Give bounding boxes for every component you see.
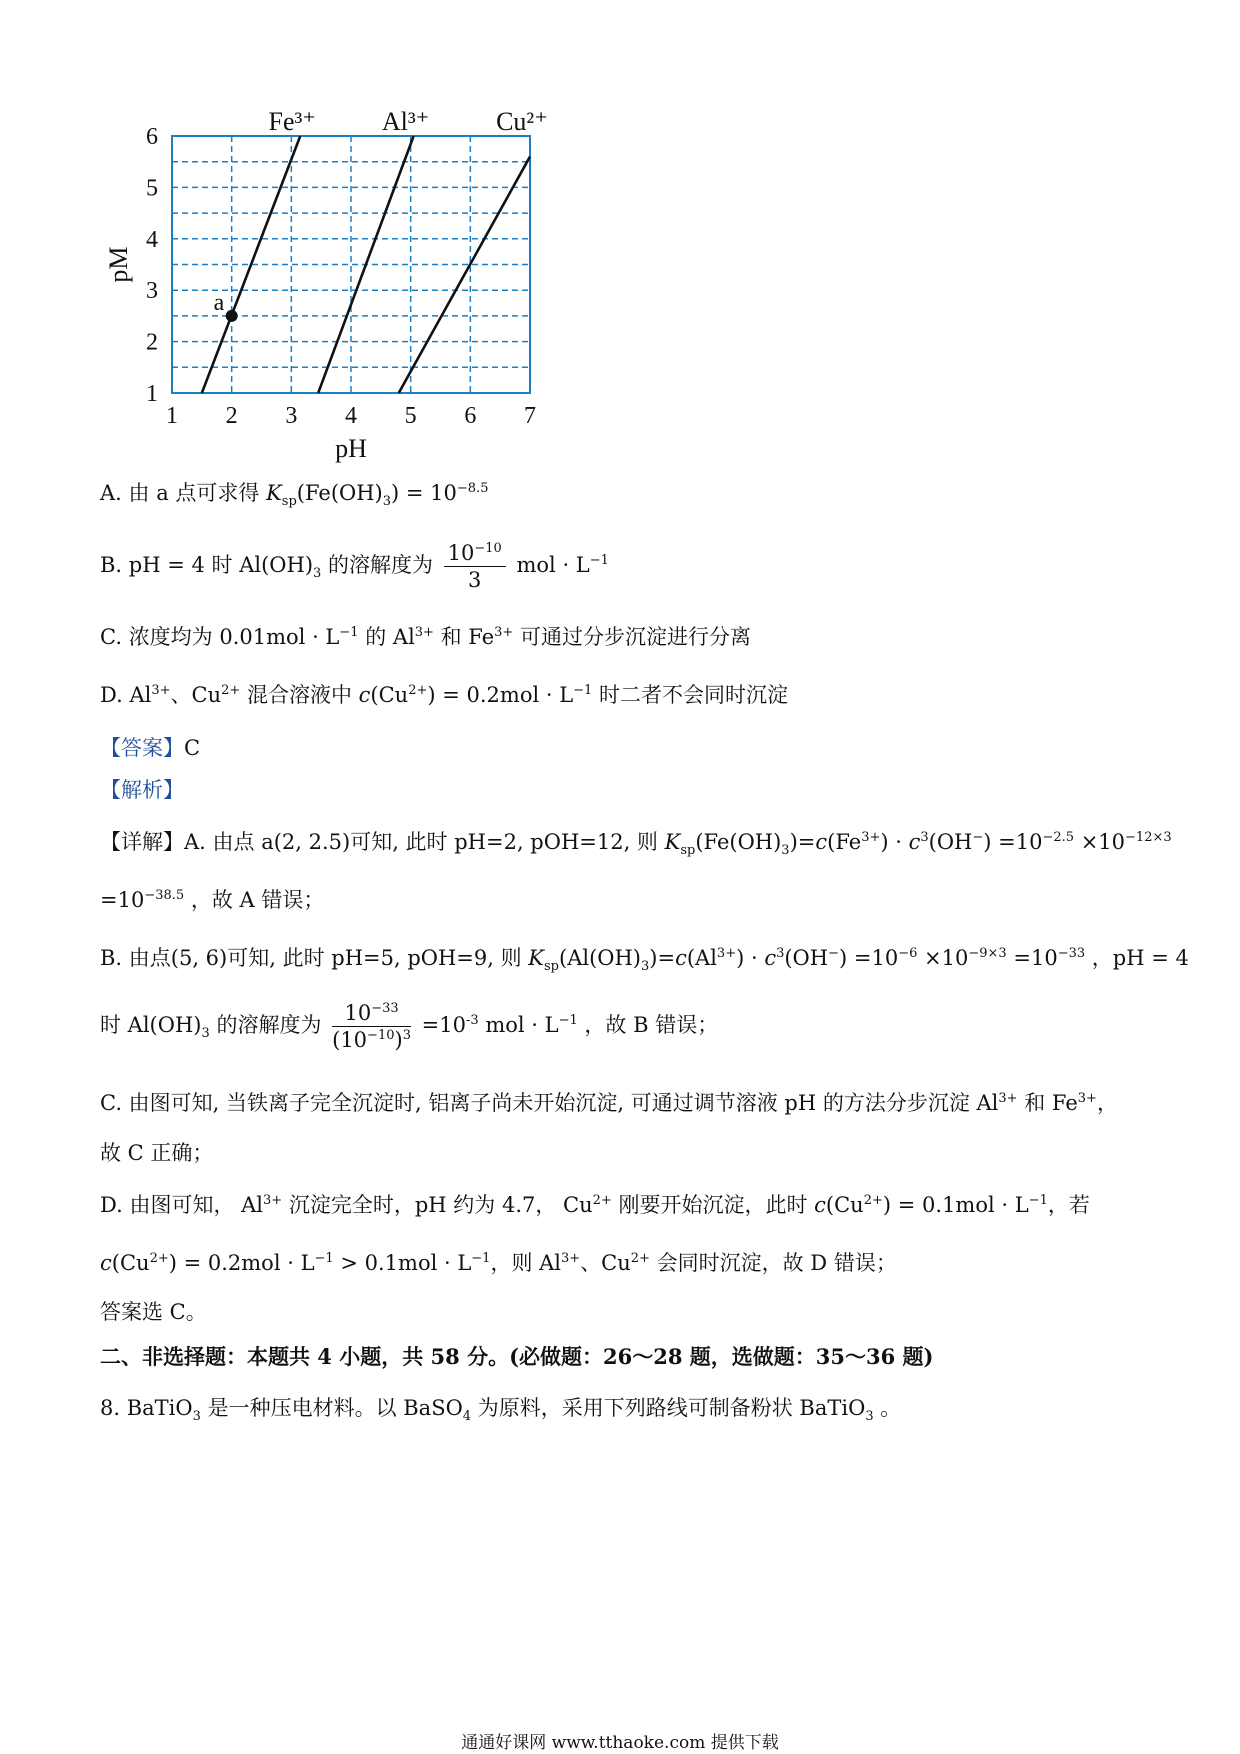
series-label-0: Fe³⁺ [268, 107, 317, 136]
option-d: D. $Al^{3+}$、$Cu^{2+}$ 混合溶液中 $c(Cu^{2+}) = 0.2mol \cdot L^{-1}$ 时二者不会同时沉淀 [100, 683, 789, 707]
x-tick-label: 2 [225, 403, 238, 429]
y-tick-label: 5 [146, 175, 158, 202]
series-line-2 [399, 157, 530, 393]
point-a [226, 310, 238, 322]
option-a: A. 由 a 点可求得 $K_{sp}(Fe(OH)_3) = 10^{-8.5}$ [100, 481, 489, 510]
detail-line-7: D. 由图可知， $Al^{3+}$ 沉淀完全时，pH 约为 4.7， $Cu^{2+}$ 刚要开始沉淀，此时 $c(Cu^{2+}) = 0.1mol \cdot L^{-1}$，若 [100, 1193, 1090, 1217]
chart-curves [202, 136, 530, 393]
pm-ph-chart [100, 105, 620, 465]
x-tick-label: 6 [464, 403, 477, 429]
analysis-label: 【解析】 [100, 778, 184, 802]
detail-line-5: C. 由图可知, 当铁离子完全沉淀时, 铝离子尚未开始沉淀, 可通过调节溶液 pH 的方法分步沉淀 $Al^{3+}$ 和 $Fe^{3+}$， [100, 1091, 1118, 1115]
detail-line-3: B. 由点(5, 6)可知, 此时 pH=5, pOH=9, 则 $K_{sp}(Al(OH)_3)=c(Al^{3+}) \cdot c^3(OH^-) =10^{-6} \times 10^{-9\times 3} =10^{-33}$ ，pH = 4 [100, 946, 1189, 975]
detail-line-6: 故 C 正确； [100, 1141, 214, 1165]
footer: 通通好课网 www.tthaoke.com 提供下载 [461, 1733, 779, 1753]
y-tick-label: 4 [146, 226, 158, 253]
x-tick-label: 4 [345, 403, 357, 429]
x-tick-label: 5 [404, 403, 417, 429]
detail-line-8: $c(Cu^{2+}) = 0.2mol \cdot L^{-1} > 0.1mol \cdot L^{-1}$，则 $Al^{3+}$、$Cu^{2+}$ 会同时沉淀，故 D 错误； [100, 1251, 897, 1275]
y-tick-label: 6 [146, 124, 158, 150]
detail-line-1: 【详解】A. 由点 a(2, 2.5)可知, 此时 pH=2, pOH=12, 则 $K_{sp}(Fe(OH)_3)=c(Fe^{3+}) \cdot c^3(OH^-) =10^{-2.5} \times 10^{-12\times 3}$ [100, 830, 1172, 859]
question-8: 8. BaTiO$_3$ 是一种压电材料。以 BaSO$_4$ 为原料，采用下列路线可制备粉状 BaTiO$_3$ 。 [100, 1396, 902, 1425]
chart-grid [172, 136, 530, 393]
option-b-fraction: $\frac{10^{-10}}{3}$ [444, 540, 506, 593]
x-tick-label: 3 [285, 403, 298, 429]
detail-fraction: $\frac{10^{-33}}{(10^{-10})^3}$ [332, 1001, 411, 1052]
y-tick-label: 2 [146, 329, 158, 356]
series-label-2: Cu²⁺ [496, 107, 548, 136]
detail-line-9: 答案选 C。 [100, 1300, 207, 1324]
series-label-1: Al³⁺ [381, 107, 430, 136]
x-tick-label: 7 [524, 403, 536, 429]
detail-line-4: 时 $Al(OH)_3$ 的溶解度为 $\frac{10^{-33}}{(10^{-10})^3}$ $=10^{-3}$ mol · $L^{-1}$ ，故 B 错误； [100, 1001, 719, 1052]
section-heading: 二、非选择题：本题共 4 小题，共 58 分。(必做题：26～28 题，选做题：35～36 题) [100, 1344, 934, 1369]
y-tick-label: 1 [146, 381, 158, 407]
detail-line-2: $=10^{-38.5}$ ，故 A 错误； [100, 888, 325, 912]
answer: 【答案】C [100, 736, 201, 760]
point-a-label: a [213, 289, 225, 316]
option-b: B. pH = 4 时 $Al(OH)_3$ 的溶解度为 $\frac{10^{-10}}{3}$ mol · $L^{-1}$ [100, 541, 609, 592]
y-axis-title: pM [104, 246, 133, 283]
x-axis-title: pH [335, 434, 367, 463]
option-c: C. 浓度均为 $0.01mol \cdot L^{-1}$ 的 $Al^{3+}$ 和 $Fe^{3+}$ 可通过分步沉淀进行分离 [100, 625, 752, 649]
y-tick-label: 3 [146, 278, 158, 305]
x-tick-label: 1 [166, 403, 178, 429]
